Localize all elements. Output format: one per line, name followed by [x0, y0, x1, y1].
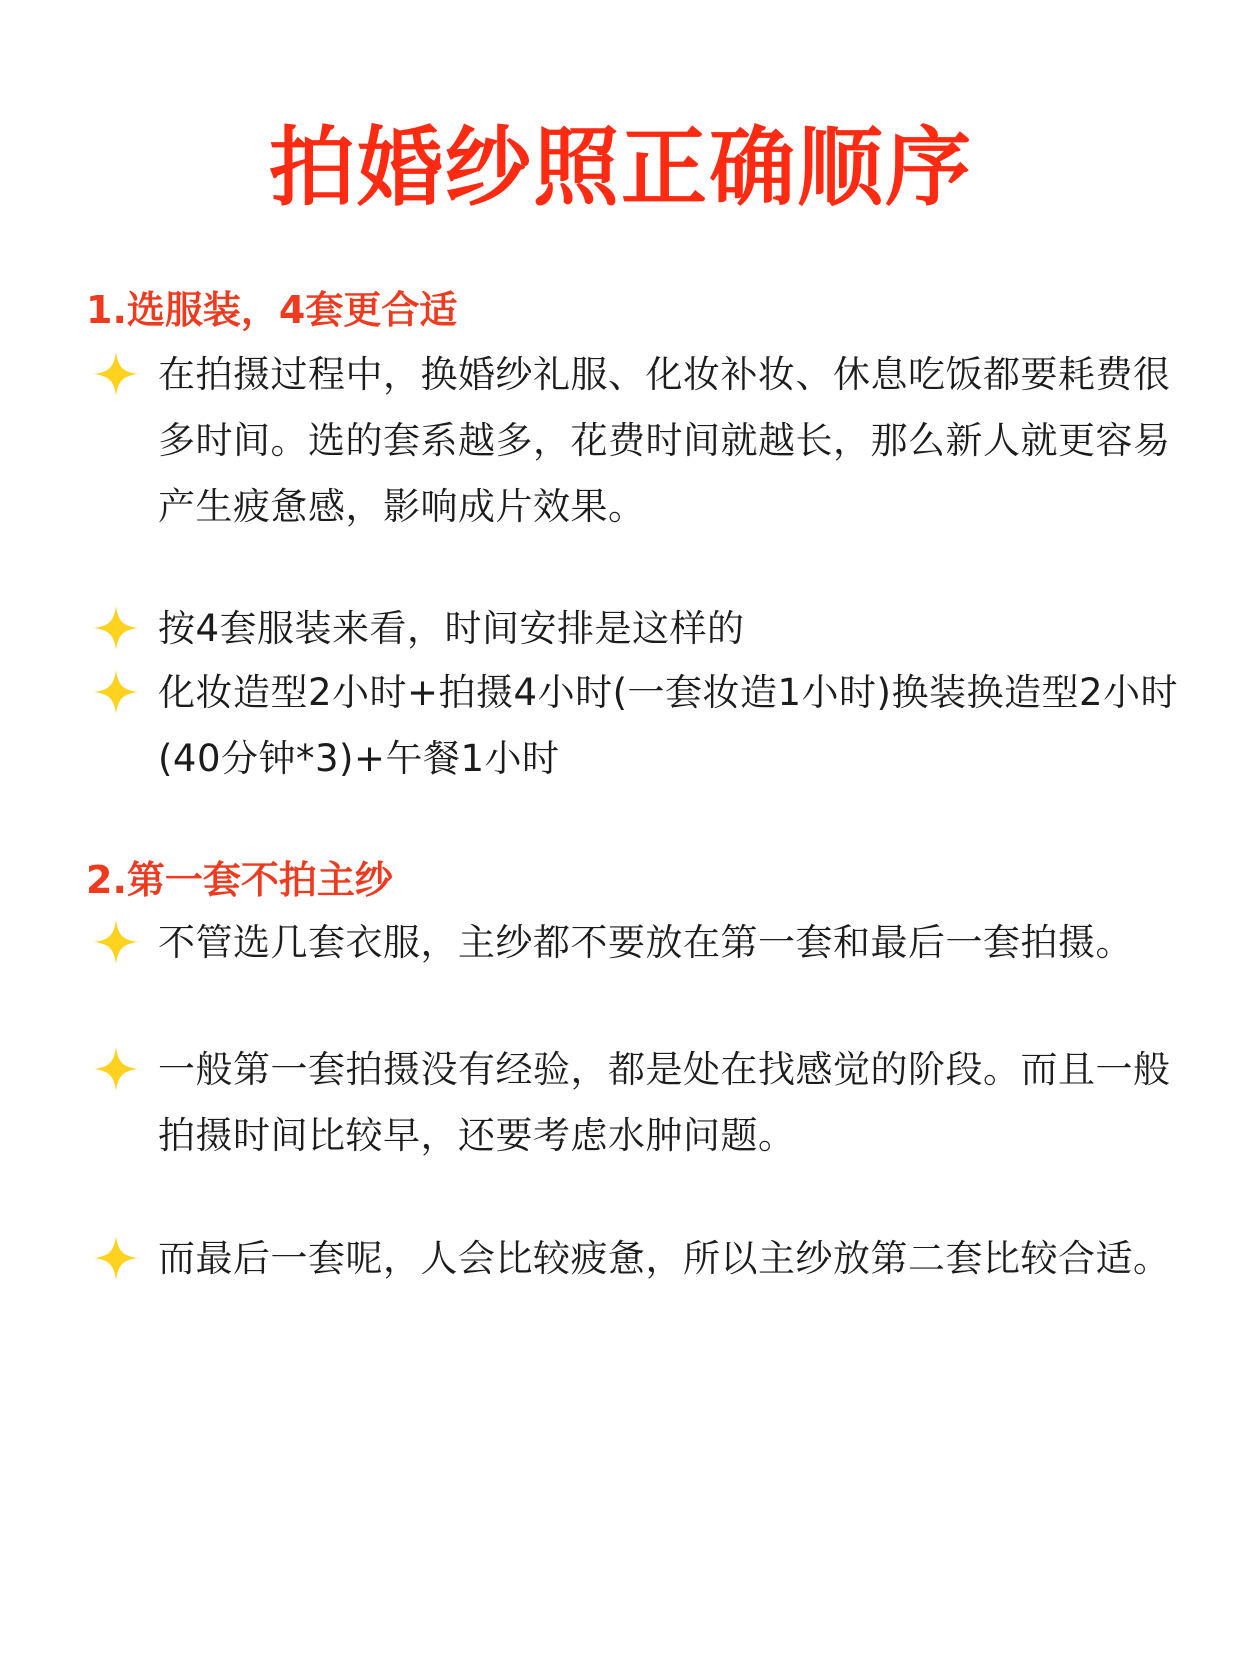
section-heading-2: 2.第一套不拍主纱 — [86, 858, 393, 902]
list-item-text: 在拍摄过程中，换婚纱礼服、化妆补妆、休息吃饭都要耗费很多时间。选的套系越多，花费时间就越长，那么新人就更容易产生疲惫感，影响成片效果。 — [158, 353, 1171, 528]
list-item-text: 不管选几套衣服，主纱都不要放在第一套和最后一套拍摄。 — [158, 921, 1133, 964]
sparkle-star-icon — [92, 918, 140, 966]
section-heading-1: 1.选服装，4套更合适 — [86, 288, 458, 332]
sparkle-star-icon — [92, 1234, 140, 1282]
sparkle-star-icon — [92, 1045, 140, 1093]
list-item-text: 按4套服装来看，时间安排是这样的 — [158, 607, 745, 650]
sparkle-star-icon — [92, 350, 140, 398]
sparkle-star-icon — [92, 604, 140, 652]
sparkle-star-icon — [92, 668, 140, 716]
list-item-text: 一般第一套拍摄没有经验，都是处在找感觉的阶段。而且一般拍摄时间比较早，还要考虑水肿问题。 — [158, 1048, 1171, 1157]
page-title: 拍婚纱照正确顺序 — [269, 118, 973, 218]
list-item-text: 而最后一套呢，人会比较疲惫，所以主纱放第二套比较合适。 — [158, 1237, 1171, 1280]
list-item-text: 化妆造型2小时+拍摄4小时(一套妆造1小时)换装换造型2小时(40分钟*3)+午餐1小时 — [158, 671, 1179, 780]
